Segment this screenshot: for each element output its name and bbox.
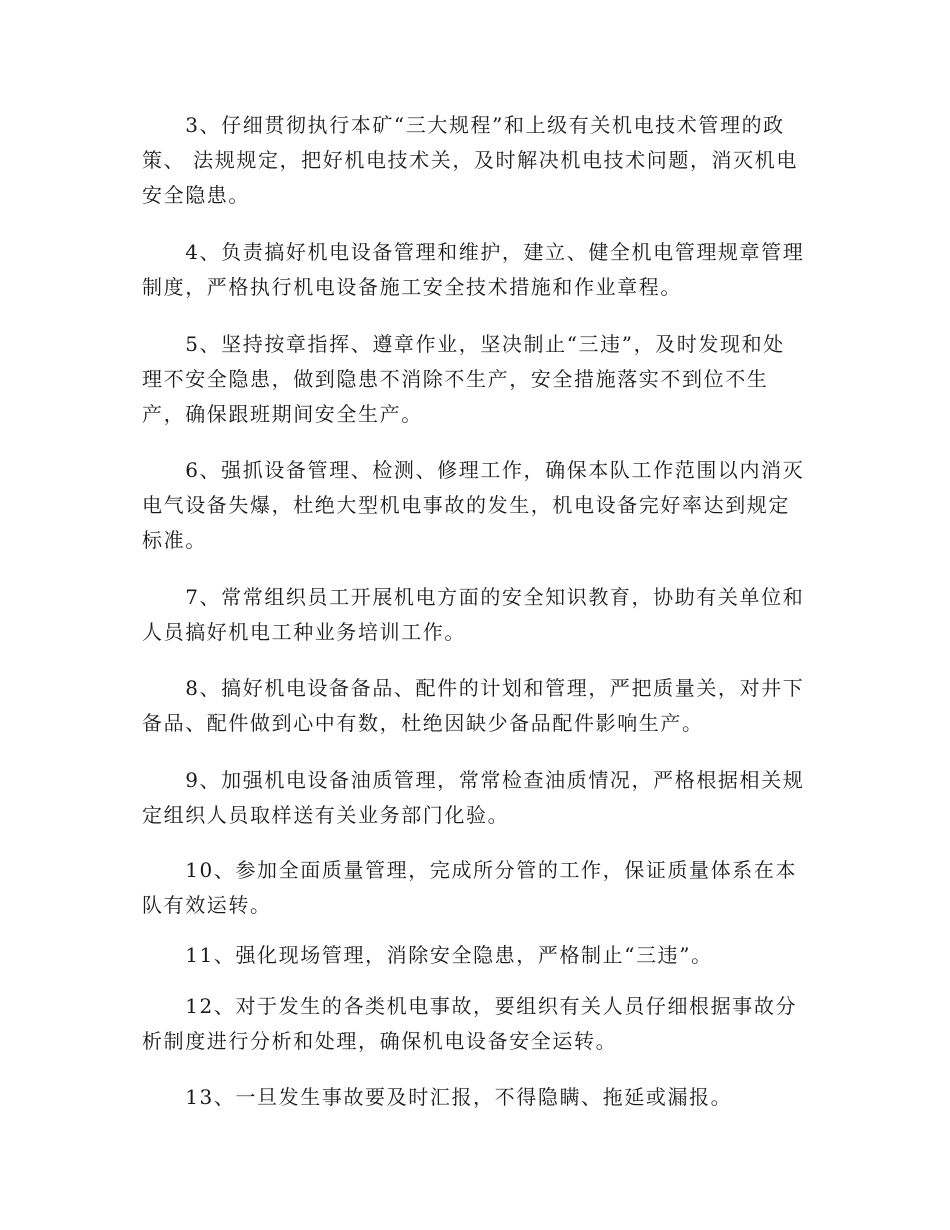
text-line: 标准。 [142,528,207,552]
paragraph-item-6 [142,453,812,558]
text-line: 产，确保跟班期间安全生产。 [142,402,423,426]
paragraph-item-11 [142,938,812,973]
text-line: 安全隐患。 [142,183,250,207]
text-line: 10、参加全面质量管理，完成所分管的工作，保证质量体系在本 [142,858,798,882]
text-line: 4、负责搞好机电设备管理和维护，建立、健全机电管理规章管理 [142,240,805,264]
text-line: 8、搞好机电设备备品、配件的计划和管理，严把质量关，对井下 [142,676,805,700]
paragraph-item-12 [142,989,812,1059]
text-line: 析制度进行分析和处理，确保机电设备安全运转。 [142,1029,618,1053]
text-line: 7、常常组织员工开展机电方面的安全知识教育，协助有关单位和 [142,585,805,609]
text-line: 策、 法规规定，把好机电技术关，及时解决机电技术问题，消灭机电 [142,148,798,172]
text-line: 备品、配件做到心中有数，杜绝因缺少备品配件影响生产。 [142,711,704,735]
text-line: 队有效运转。 [142,893,272,917]
paragraph-item-5 [142,327,812,432]
text-line: 定组织人员取样送有关业务部门化验。 [142,803,510,827]
text-line: 5、坚持按章指挥、遵章作业，坚决制止“三违”，及时发现和处 [142,332,785,356]
text-line: 制度，严格执行机电设备施工安全技术措施和作业章程。 [142,275,682,299]
text-line: 3、仔细贯彻执行本矿“三大规程”和上级有关机电技术管理的政 [142,113,785,137]
text-line: 电气设备失爆，杜绝大型机电事故的发生，机电设备完好率达到规定 [142,493,790,517]
text-line: 9、加强机电设备油质管理，常常检查油质情况，严格根据相关规 [142,768,805,792]
paragraph-item-8 [142,671,812,741]
text-line: 12、对于发生的各类机电事故，要组织有关人员仔细根据事故分 [142,994,798,1018]
paragraph-item-3 [142,108,812,213]
text-line: 11、强化现场管理，消除安全隐患，严格制止“三违”。 [142,943,713,967]
text-line: 理不安全隐患，做到隐患不消除不生产，安全措施落实不到位不生 [142,367,769,391]
paragraph-item-7 [142,580,812,650]
paragraph-item-13 [142,1080,812,1115]
paragraph-item-4 [142,235,812,305]
paragraph-item-10 [142,853,812,923]
text-line: 人员搞好机电工种业务培训工作。 [142,620,466,644]
paragraph-item-9 [142,763,812,833]
text-line: 13、一旦发生事故要及时汇报，不得隐瞒、拖延或漏报。 [142,1085,733,1109]
text-line: 6、强抓设备管理、检测、修理工作，确保本队工作范围以内消灭 [142,458,805,482]
